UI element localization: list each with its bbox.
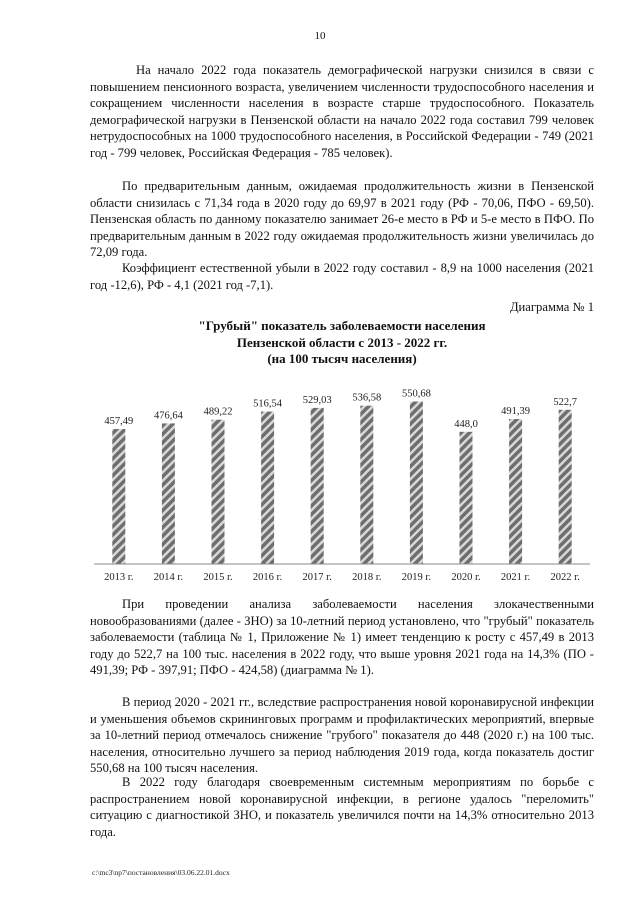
x-tick-label: 2017 г. bbox=[302, 572, 332, 583]
chart-title-line-2: Пензенской области с 2013 - 2022 гг. bbox=[236, 334, 448, 350]
diagram-label: Диаграмма № 1 bbox=[509, 300, 594, 314]
bars-group bbox=[112, 402, 571, 565]
paragraph-incidence-analysis: При проведении анализа заболеваемости населения злокачественными новообразованиями (далее - ЗНО) за 10-летний период установлено, что "грубый" показатель заболеваемости (таблица № 1, Приложение № 1) имеет тенденцию к росту с 457,49 в 2013 году до 522,7 на 100 тыс. населения в 2022 году, что выше уровня 2021 года на 14,3% (ПО - 491,39; РФ - 397,91; ПФО - 424,58) (диаграмма № 1). bbox=[90, 597, 594, 678]
value-label: 491,39 bbox=[501, 406, 531, 417]
bar-2020 bbox=[460, 432, 473, 564]
value-labels-group bbox=[104, 389, 577, 430]
bar-2019 bbox=[410, 402, 423, 565]
x-tick-label: 2018 г. bbox=[352, 572, 382, 583]
value-label: 516,54 bbox=[253, 398, 283, 410]
value-label: 457,49 bbox=[104, 416, 134, 427]
bar-2022 bbox=[559, 410, 572, 564]
bar-2014 bbox=[162, 423, 175, 564]
x-tick-label: 2015 г. bbox=[203, 572, 233, 583]
bar-2018 bbox=[360, 406, 373, 564]
chart-title bbox=[90, 318, 594, 368]
x-tick-label: 2022 г. bbox=[550, 572, 580, 583]
bar-2021 bbox=[509, 419, 522, 564]
paragraph-covid-period: В период 2020 - 2021 гг., вследствие распространения новой коронавирусной инфекции и уменьшения объемов скрининговых программ и профилактических мероприятий, впервые за 10-летний период отмечалось снижение "грубого" показателя до 448 (2020 г.) на 100 тыс. населения, относительно лучшего за период наблюдения 2019 года, когда показатель достиг 550,68 на 100 тысяч населения. bbox=[90, 695, 594, 776]
paragraph-natural-decline: Коэффициент естественной убыли в 2022 году составил - 8,9 на 1000 населения (2021 год -12,6), РФ - 4,1 (2021 год -7,1). bbox=[90, 261, 594, 292]
paragraph-life-expectancy: По предварительным данным, ожидаемая продолжительность жизни в Пензенской области снизилась с 71,34 года в 2020 году до 69,97 в 2021 году (РФ - 70,06, ПФО - 69,50). Пензенская область по данному показателю занимает 26-е место в РФ и 5-е место в ПФО. По предварительным данным в 2022 году ожидаемая продолжительность жизни увеличилась до 72,09 года. bbox=[90, 179, 594, 260]
bar-2015 bbox=[212, 420, 225, 564]
chart-title-line-3: (на 100 тысяч населения) bbox=[267, 351, 417, 366]
chart-title-line-1: "Грубый" показатель заболеваемости населения bbox=[198, 318, 486, 333]
paragraph-2022-recovery: В 2022 году благодаря своевременным системным мероприятиям по борьбе с распространением новой коронавирусной инфекции, в регионе удалось "переломить" ситуацию с диагностикой ЗНО, и показатель увеличился почти на 14,3% относительно 2013 года. bbox=[90, 775, 594, 839]
value-label: 448,0 bbox=[454, 418, 478, 430]
file-path-footer: c:\mc3\np7\постановления\03.06.22.01.docx bbox=[92, 868, 230, 877]
x-tick-label: 2014 г. bbox=[153, 572, 184, 583]
page-number: 10 bbox=[314, 30, 326, 42]
value-label: 489,22 bbox=[203, 406, 233, 418]
value-label: 529,03 bbox=[302, 394, 332, 406]
x-tick-label: 2019 г. bbox=[401, 572, 432, 583]
bar-2017 bbox=[311, 408, 324, 564]
value-label: 476,64 bbox=[153, 410, 183, 422]
bar-2013 bbox=[112, 429, 125, 564]
x-tick-label: 2020 г. bbox=[451, 572, 481, 583]
paragraph-demographic-load: На начало 2022 года показатель демографической нагрузки снизился в связи с повышением пенсионного возраста, увеличением численности трудоспособного населения и сокращением численности населения в возрасте старше трудоспособного. Показатель демографической нагрузки в Пензенской области на начало 2022 года составил 799 человек нетрудоспособных на 1000 трудоспособного населения, в Российской Федерации - 749 (2021 год - 799 человек, Российская Федерация - 785 человек). bbox=[90, 63, 594, 160]
x-tick-label: 2021 г. bbox=[500, 572, 531, 583]
value-label: 536,58 bbox=[352, 392, 382, 404]
x-tick-label: 2016 г. bbox=[252, 572, 283, 583]
x-tick-labels-group bbox=[104, 572, 580, 583]
x-tick-label: 2013 г. bbox=[104, 572, 134, 583]
value-label: 550,68 bbox=[401, 388, 431, 400]
bar-2016 bbox=[261, 412, 274, 564]
incidence-bar-chart bbox=[90, 365, 594, 590]
value-label: 522,7 bbox=[553, 396, 578, 408]
